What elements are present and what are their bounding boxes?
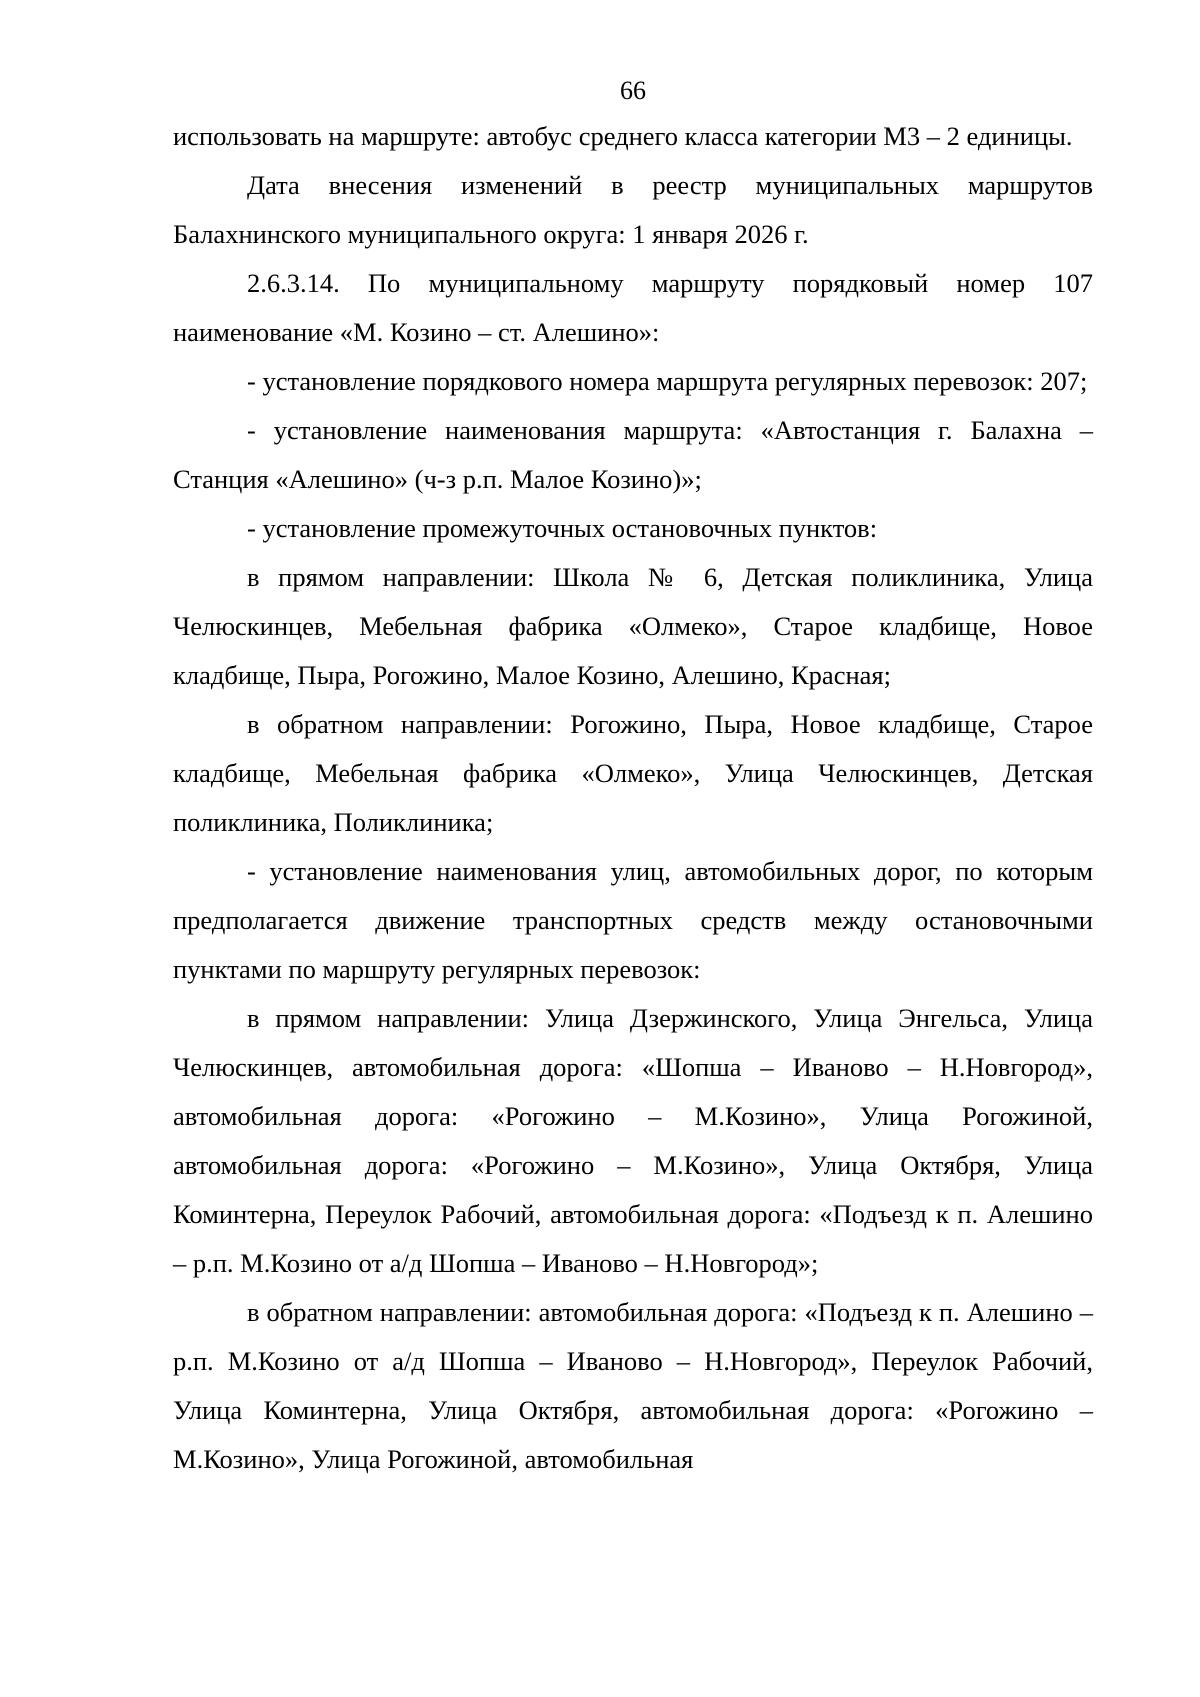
- paragraph-reverse-stops: в обратном направлении: Рогожино, Пыра, Новое кладбище, Старое кладбище, Мебельная фабрика «Олмеко», Улица Челюскинцев, Детская поликлиника, Поликлиника;: [173, 709, 1093, 837]
- paragraph-vehicle-class: использовать на маршруте: автобус среднего класса категории М3 – 2 единицы.: [173, 121, 1073, 151]
- paragraph-forward-stops: в прямом направлении: Школа № 6, Детская поликлиника, Улица Челюскинцев, Мебельная фабрика «Олмеко», Старое кладбище, Новое кладбище, Пыра, Рогожино, Малое Козино, Алешино, Красная;: [173, 562, 1093, 690]
- paragraph-reverse-streets: в обратном направлении: автомобильная дорога: «Подъезд к п. Алешино – р.п. М.Козино от а/д Шопша – Иваново – Н.Новгород», Переулок Рабочий, Улица Коминтерна, Улица Октября, автомобильная дорога: «Рогожино – М.Козино», Улица Рогожиной, автомобильная: [173, 1297, 1093, 1474]
- paragraph-forward-streets: в прямом направлении: Улица Дзержинского, Улица Энгельса, Улица Челюскинцев, автомобильная дорога: «Шопша – Иваново – Н.Новгород», автомобильная дорога: «Рогожино – М.Козино», Улица Рогожиной, автомобильная дорога: «Рогожино – М.Козино», Улица Октября, Улица Коминтерна, Переулок Рабочий, автомобильная дорога: «Подъезд к п. Алешино – р.п. М.Козино от а/д Шопша – Иваново – Н.Новгород»;: [173, 1003, 1093, 1278]
- paragraph-streets-heading: - установление наименования улиц, автомобильных дорог, по которым предполагается движение транспортных средств между остановочными пунктами по маршруту регулярных перевозок:: [173, 856, 1093, 984]
- document-body: [173, 112, 1093, 1484]
- page-number: 66: [620, 76, 646, 105]
- paragraph-registry-date: Дата внесения изменений в реестр муниципальных маршрутов Балахнинского муниципального округа: 1 января 2026 г.: [173, 170, 1093, 249]
- paragraph-intermediate-stops: - установление промежуточных остановочных пунктов:: [247, 513, 878, 543]
- paragraph-route-number: - установление порядкового номера маршрута регулярных перевозок: 207;: [247, 366, 1088, 396]
- paragraph-route-name: - установление наименования маршрута: «Автостанция г. Балахна – Станция «Алешино» (ч-з р.п. Малое Козино)»;: [173, 415, 1093, 494]
- paragraph-route-107-heading: 2.6.3.14. По муниципальному маршруту порядковый номер 107 наименование «М. Козино – ст. Алешино»:: [173, 268, 1093, 347]
